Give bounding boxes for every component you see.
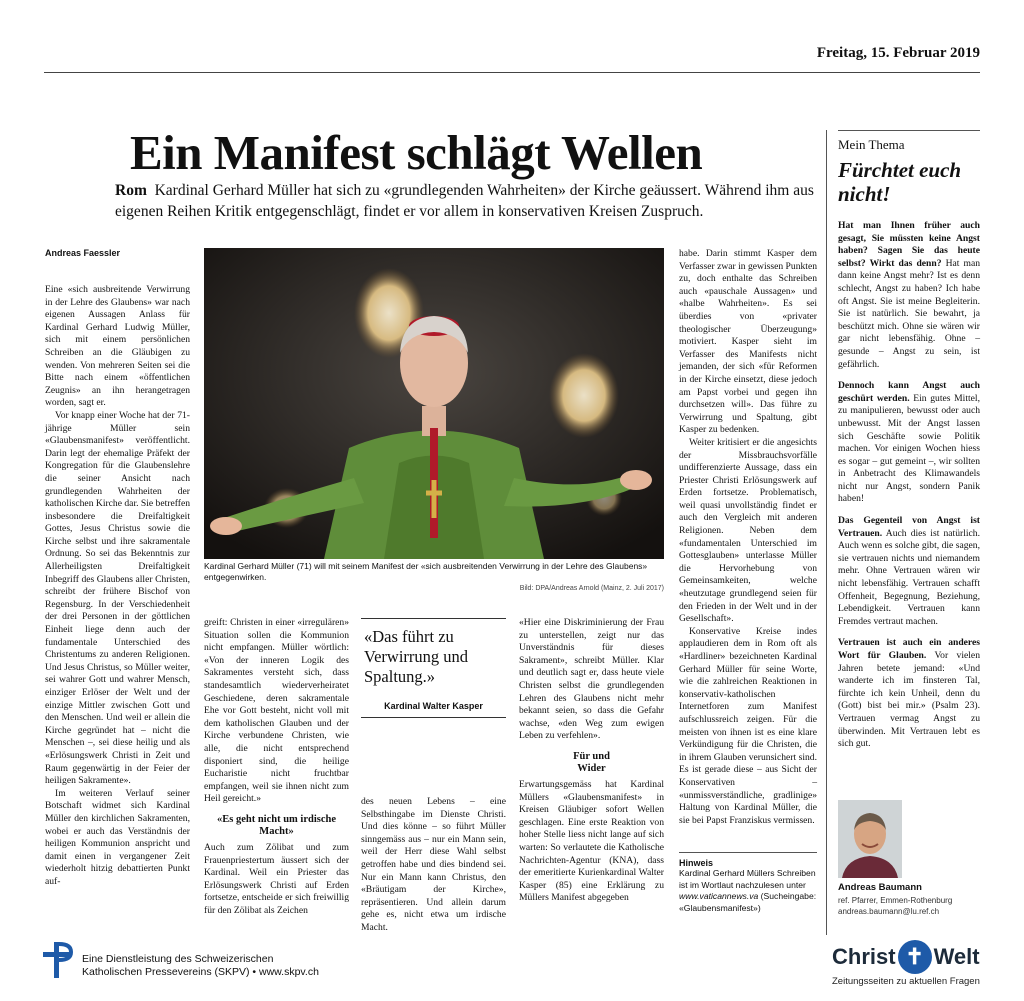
paragraph: «Hier eine Diskriminierung der Frau zu unterstellen, zeigt nur das Unverständnis für dieses Sakrament», schreibt Müller. Klar und deutlich sagt er, dass heute viele Christen selbst die grundlegenden Lehren des Glaubens nicht mehr bekannt seien, so dass die Gefahr wachse, «den Weg zum ewigen Leben zu verfehlen». bbox=[519, 617, 664, 742]
article-photo bbox=[204, 248, 664, 559]
pull-quote bbox=[361, 618, 506, 718]
article-column-4 bbox=[519, 617, 664, 905]
portrait-illustration bbox=[838, 800, 902, 878]
photo-caption bbox=[204, 561, 664, 594]
article-column-2 bbox=[204, 617, 349, 917]
sidebar-bold: Dennoch kann Angst auch geschürt werden. bbox=[838, 380, 980, 404]
sidebar-text: Vor vielen Jahren betete jemand: «Und wanderte ich im finsteren Tal, fürchte ich kein Unheil, denn du (Gott) bist bei mir.» (Psalm 23). Vertrauen vermag Angst zu überwinden. Mit Vertrauen lebt es sich gut. bbox=[838, 650, 980, 750]
paragraph: Weiter kritisiert er die angesichts der Missbrauchsvorfälle undifferenzierte Aussage, dass ein Priester Christi Erlösungswerk auf Erden fortsetze. Problematisch, weil quasi unvollständig findet er auch den Vergleich mit anderen Religionen. Neben dem «fundamentalen Unterschied im Gottesglauben» unterlasse Müller die Hervorhebung von Gemeinsamkeiten, welche «heutzutage grundlegend seien für den Frieden in der Welt und in der Gesellschaft». bbox=[679, 436, 817, 625]
sidebar-author-name: Andreas Baumann bbox=[838, 882, 922, 893]
caption-text: Kardinal Gerhard Müller (71) will mit seinem Manifest der «sich ausbreitenden Verwirrung in der Lehre des Glaubens» entgegenwirken. bbox=[204, 561, 648, 582]
paragraph: des neuen Lebens – eine Selbsthingabe im Dienste Christi. Und dies könne – so führt Müller sinngemäss aus – nur ein Mann sein, weil der Herr diese Wahl selbst getroffen habe und dies bindend sei. Nur ein Mann kann Christus, den «Bräutigam der Kirche», repräsentieren. Und allein darum gehe es, nicht etwa um irdische Macht. bbox=[361, 796, 506, 933]
author-portrait bbox=[838, 800, 902, 878]
sidebar-text: Hat man dann keine Angst mehr? Ist es denn schlecht, Angst zu haben? Ich habe oft Angst. Sie ist meine Begleiterin. Sie ist natürlich. Sie bewahrt, ja beschützt mich. Ohne sie wären wir gar nicht lebensfähig. Ohne – gesunde – Angst zu sein, ist gefährlich. bbox=[838, 257, 980, 370]
skpv-cross-icon bbox=[40, 940, 74, 980]
sidebar-label: Mein Thema bbox=[838, 137, 905, 152]
sidebar-top-rule bbox=[838, 130, 980, 131]
quote-top-rule bbox=[361, 618, 506, 619]
quote-text: «Das führt zu Verwirrung und Spaltung.» bbox=[364, 627, 469, 686]
article-lead bbox=[115, 180, 815, 222]
sidebar-text: Ein gutes Mittel, zu manipulieren, bewusst oder auch unbewusst. Mit der Angst lassen sich Geschäfte sowie Politik machen. Vor einigen Wochen hiess es sogar – gut gemeint –, wir sollten in Anbetracht des Klimawandels nicht nur Angst, sondern Panik haben! bbox=[838, 392, 981, 505]
article-author: Andreas Faessler bbox=[45, 248, 121, 258]
article-column-1 bbox=[45, 284, 190, 889]
brand-right: Welt bbox=[933, 944, 980, 969]
quote-author: Kardinal Walter Kasper bbox=[384, 701, 483, 711]
subheading: Für und Wider bbox=[573, 750, 610, 774]
sidebar-bold: Das Gegenteil von Angst ist Vertrauen. bbox=[838, 515, 980, 539]
sidebar-bold: Hat man Ihnen früher auch gesagt, Sie müssten keine Angst haben? Sagen Sie das heute selbst? Wirkt das denn? bbox=[838, 220, 980, 269]
author-email[interactable]: andreas.baumann@lu.ref.ch bbox=[838, 907, 940, 916]
article-column-5 bbox=[679, 248, 817, 827]
subheading: «Es geht nicht um irdische Macht» bbox=[216, 813, 336, 837]
brand-subtitle: Zeitungsseiten zu aktuellen Fragen bbox=[832, 976, 980, 987]
issue-date: Freitag, 15. Februar 2019 bbox=[816, 45, 980, 61]
top-divider bbox=[44, 72, 980, 73]
paragraph: Konservative Kreise indes applaudieren dem in Rom oft als «Hardliner» bezeichneten Kardinal Gerhard Müller für seine Worte, wie die zahlreichen Reaktionen in konservativ-katholischen Internetforen zum Manifest aufschlussreich zeigen. Für die meisten von ihnen ist es eine klare Verkündigung für die Christen, die in ihrem Glauben verunsichert sind. Es ist gerade diese – aus Sicht der Konservativen – «unmissverständliche, gradlinige» Haltung von Kardinal Müller, die sie bei Papst Franziskus vermissen. bbox=[679, 625, 817, 826]
hinweis-post: (Sucheingabe: «Glaubensmanifest») bbox=[679, 891, 817, 913]
sidebar-bold: Vertrauen ist auch ein anderes Wort für Glauben. bbox=[838, 637, 980, 661]
paragraph: habe. Darin stimmt Kasper dem Verfasser zwar in gewissen Punkten zu, doch enthalte das Schreiben auch «pauschale Aussagen» und «halbe Wahrheiten». Es sei überdies von «privater theologischer Überzeugung» motiviert. Kasper sieht im Verfasser des Manifests nicht jemanden, der sich «für Reformen in der Kirche einsetzt, diese jedoch am Papst vorbei und gegen ihn durchsetzen will». Das führe zu Verwirrung und Spaltung, gibt Kasper zu bedenken. bbox=[679, 248, 818, 436]
lead-place: Rom bbox=[115, 182, 147, 199]
cross-badge-icon: ✝ bbox=[898, 940, 932, 974]
hinweis-rule bbox=[679, 852, 817, 853]
article-column-3 bbox=[361, 796, 506, 935]
paragraph: Auch zum Zölibat und zum Frauenpriestertum äussert sich der Kardinal. Weil ein Priester das Erlösungswerk Christi auf Erden fortsetze, entscheide er sich freiwillig für den Zölibat als Zeichen bbox=[204, 841, 349, 916]
photo-credit: Bild: DPA/Andreas Arnold (Mainz, 2. Juli 2017) bbox=[519, 585, 664, 592]
hinweis-pre: Kardinal Gerhard Müllers Schreiben ist im Wortlaut nachzulesen unter bbox=[679, 868, 816, 890]
hinweis-text bbox=[679, 868, 817, 914]
skpv-logo bbox=[40, 940, 74, 985]
paragraph: Im weiteren Verlauf seiner Botschaft widmet sich Kardinal Müller den kirchlichen Sakramenten, wobei er auch das Verständnis der heiligen Kommunion anspricht und damit einen in vergangener Zeit wiederholt hitzig debattierten Punkt auf- bbox=[45, 787, 190, 887]
cardinal-photo-illustration bbox=[204, 248, 664, 559]
vaticannews-link[interactable]: www.vaticannews.va bbox=[679, 891, 759, 901]
lead-text: Kardinal Gerhard Müller hat sich zu «grundlegenden Wahrheiten» der Kirche geäussert. Während ihm aus eigenen Reihen Kritik entgegenschlägt, findet er vor allem in konservativen Kreisen Zuspruch. bbox=[115, 182, 814, 220]
sidebar-divider bbox=[826, 130, 827, 935]
sidebar-title: Fürchtet euch nicht! bbox=[838, 158, 962, 206]
paragraph: Erwartungsgemäss hat Kardinal Müllers «Glaubensmanifest» in Kreisen Gläubiger sofort Wellen geschlagen. Eine erste Reaktion von hoher Stelle liess nicht lange auf sich warten: So verlautete die Katholische Nachrichten-Agentur (KNA), dass der emeritierte Kurienkardinal Walter Kasper (85) eine Erklärung zu Müllers Manifest abgegeben bbox=[519, 778, 664, 904]
hinweis-title: Hinweis bbox=[679, 858, 714, 868]
christ-welt-logo bbox=[832, 940, 980, 987]
sidebar-text: Auch dies ist natürlich. Auch wenn es solche gibt, die sagen, sie vertrauen nichts und niemandem mehr. Ohne Vertrauen wären wir nicht lebensfähig. Vertrauen schafft Offenheit, Begegnung, Beziehung, Lebendigkeit. Vertrauen kann Fremdes vertraut machen. bbox=[838, 527, 980, 627]
quote-bottom-rule bbox=[361, 717, 506, 718]
paragraph: greift: Christen in einer «irregulären» Situation sollen die Kommunion nicht empfangen. Müller wörtlich: «Von der inneren Logik des Sakramentes versteht sich, dass standesamtlich wiederverheiratet Geschiedene, deren sakramentale Ehe vor Gott besteht, nicht voll mit dem katholischen Glauben und der Kirche verbundene Christen, wie alle, die nicht entsprechend disponiert sind, die heilige Eucharistie nicht fruchtbar empfangen, weil sie ihnen nicht zum Heil gereicht.» bbox=[204, 617, 349, 805]
article-headline: Ein Manifest schlägt Wellen bbox=[130, 125, 703, 180]
sidebar-column bbox=[838, 220, 980, 760]
footer-line: Katholischen Pressevereins (SKPV) • www.skpv.ch bbox=[82, 966, 319, 978]
footer-text bbox=[82, 953, 319, 979]
author-role: ref. Pfarrer, Emmen-Rothenburg bbox=[838, 896, 953, 905]
paragraph: Eine «sich ausbreitende Verwirrung in der Lehre des Glaubens» war nach eigenen Aussagen Anlass für Kardinal Gerhard Ludwig Müller, sich mit einem persönlichen Schreiben an die Gläubigen zu wenden. Von mehreren Seiten sei die Bitte nach einem «öffentlichen Zeugnis» an ihn herangetragen worden, sagt er. bbox=[45, 284, 190, 409]
sidebar-author-info bbox=[838, 895, 952, 917]
brand-left: Christ bbox=[832, 944, 896, 969]
paragraph: Vor knapp einer Woche hat der 71-jährige Müller sein «Glaubensmanifest» veröffentlicht. Darin legt der ehemalige Präfekt der Kongregation für die Glaubenslehre die seiner Ansicht nach grundlegenden Wahrheiten der katholischen Kirche dar. Sie betreffen insbesondere die Dreifaltigkeit Gottes, Jesus Christus sowie die Kirche selbst und ihre sakramentale Ordnung. So sei das Bekenntnis zur Allerheiligsten Dreifaltigkeit Inbegriff des Glaubens aller Christen, schreibt der frühere Bischof von Regensburg. In der Verschiedenheit der drei Personen in der göttlichen Einheit liege denn auch der fundamentale Unterschied des Christentums zu anderen Religionen. Und Jesus Christus, so Müller weiter, sei wahrer Gott und wahrer Mensch, einziger Erlöser der Welt und der einzige Mittler zwischen Gott und den Menschen. Und weil er allein die Kirche gegründet hat – nicht die Menschen –, sei diese heilig und als «Erlösungswerk Christi in Zeit und Raum gegenwärtig in der Feier der heiligen Sakramente». bbox=[45, 409, 191, 787]
footer-line: Eine Dienstleistung des Schweizerischen bbox=[82, 953, 274, 965]
